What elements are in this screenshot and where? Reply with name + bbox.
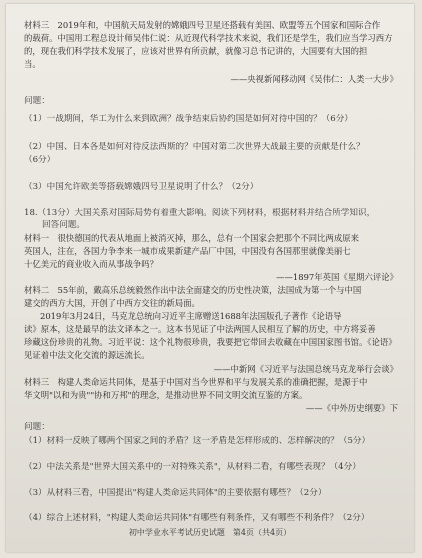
question-line: （2）中国、日本各是如何对待反法西斯的？中国对第二次世界大战最主要的贡献是什么？ [24, 142, 365, 152]
questions-heading: 问题： [24, 96, 50, 106]
material-2-line: 读》原本，这是最早的法文译本之一。这本书见证了中法两国人民相互了解的历史，中方将妥善 [24, 324, 376, 334]
material-3b-line: 华文明"以和为贵""协和万邦"的理念，是推动世界不同文明交流互鉴的方案。 [24, 390, 308, 400]
question-line: （1）材料一反映了哪两个国家之间的矛盾？这一矛盾是怎样形成的、怎样解决的？（5分） [24, 436, 371, 446]
question-18-intro: 回答问题。 [42, 220, 85, 230]
question-line: （4）综合上述材料，"构建人类命运共同体"有哪些有利条件，又有哪些不利条件？（2分） [24, 513, 370, 523]
material-2-line: 材料二 55年前，戴高乐总统毅然作出中法全面建交的历史性决策，法国成为第一个与中国 [24, 285, 362, 295]
source-citation: ——1897年英国《星期六评论》 [276, 272, 398, 282]
question-line: （2）中法关系是"世界大国关系中的一对特殊关系"，从材料二看，有哪些表现？（4分） [24, 462, 361, 472]
material-3-line: 的载荷。中国用工程总设计师吴伟仁说：从近现代科学技术来说，我们还是学生，我们应当学习西方 [24, 33, 393, 43]
material-1-line: 英国人，注在，各国力争李来一城市成果新建产品厂中国，中国没有各国那里就像美丽七 [24, 246, 351, 256]
material-3-line: 材料三 2019年和，中国航天局发射的嫦娥四号卫星还搭载有美国、欧盟等五个国家和国际合作 [24, 20, 381, 30]
material-2-line: 2019年3月24日，马克龙总统向习近平主席赠送1688年法国版孔子著作《论语导 [40, 311, 342, 321]
questions-heading: 问题： [24, 422, 50, 432]
source-citation: ——中新网《习近平与法国总统马克龙举行会谈》 [213, 364, 398, 374]
material-3-line: 当。 [24, 59, 41, 69]
material-2-line: 建交的西方大国，开创了中西方交往的新局面。 [24, 298, 200, 308]
material-3b-line: 材料三 构建人类命运共同体，是基于中国对当今世界和平与发展关系的准确把握，是源于中 [24, 377, 368, 387]
question-line: （3）从材料三看，中国提出"构建人类命运共同体"的主要依据有哪些？（2分） [24, 488, 327, 498]
material-2-line: 珍藏这份珍贵的礼物。习近平说：这个礼物很珍贵，我要把它带回去收藏在中国国家图书馆。《论语》 [24, 337, 397, 347]
material-3-line: 的，现在我们科学技术发展了，应该对世界有所贡献，就像习总书记讲的，大国要有大国的担 [24, 46, 368, 56]
question-18-intro: 18.（13分）大国关系对国际局势有着重大影响。阅读下列材料，根据材料并结合所学知识， [24, 208, 376, 218]
source-citation: ——央视新闻移动网《吴伟仁：人类一大步》 [230, 74, 398, 84]
source-citation: ——《中外历史纲要》下 [305, 403, 398, 413]
question-line: （1）一战期间，华工为什么来到欧洲？战争结束后协约国是如何对待中国的？（6分） [24, 114, 353, 124]
question-line: （3）中国允许欧美等搭载嫦娥四号卫星说明了什么？（2分） [24, 182, 259, 192]
material-1-line: 十亿美元的商业收入而从事战争吗？ [24, 259, 158, 269]
question-line: （6分） [24, 155, 56, 165]
exam-page [6, 4, 414, 552]
material-2-line: 见证着中法文化交流的源远流长。 [24, 350, 150, 360]
page-footer: 初中学业水平考试历史试题 第4页（共4页） [128, 528, 292, 537]
material-1-line: 材料一 很快德国的代表从地面上被消灭掉，那么，总有一个国家会把那个不同比两成原来 [24, 233, 359, 243]
